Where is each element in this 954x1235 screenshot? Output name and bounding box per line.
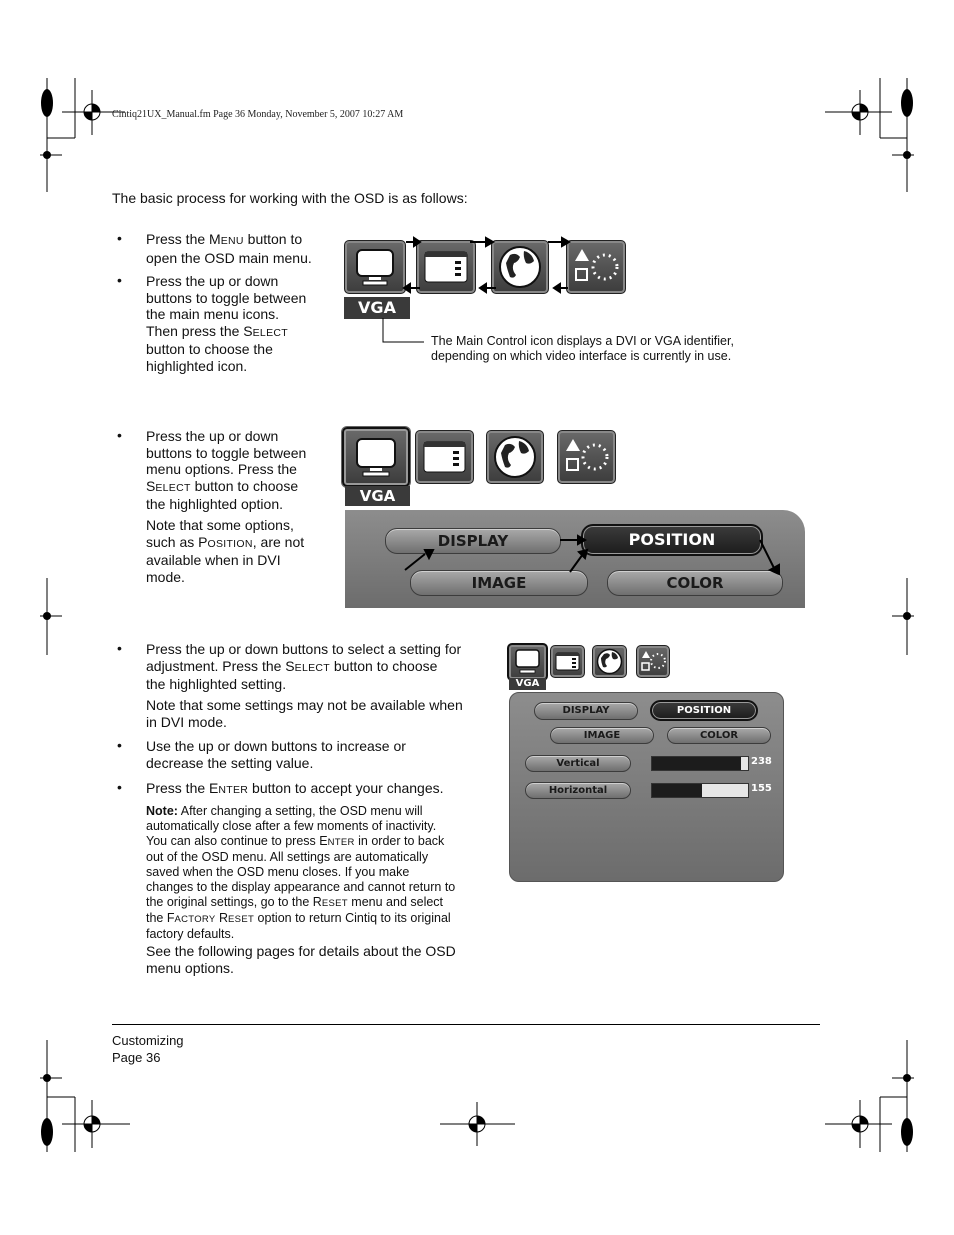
slider-fill [652,784,702,797]
bullet: • [117,640,122,656]
main-control-icon-selected [342,427,410,487]
icon-nav-arrows [400,236,575,296]
display-settings-icon [550,645,585,678]
menu-option-image[interactable]: IMAGE [550,727,654,744]
menu-option-color[interactable]: COLOR [667,727,771,744]
bullet: • [117,427,122,443]
position-settings-panel [509,692,784,882]
page-footer [112,1032,184,1066]
menu-option-color[interactable]: COLOR [607,570,783,596]
footer-section: Customizing [112,1033,184,1048]
menu-option-image[interactable]: IMAGE [410,570,588,596]
monitor-icon [345,241,405,293]
callout-line [380,318,430,348]
footer-rule [112,1024,820,1025]
note-position-dvi: Note that some options, such as POSITION, are not available when in DVI mode. [146,517,305,585]
monitor-icon [344,429,408,485]
vga-badge: VGA [509,678,546,690]
menu-option-position[interactable]: POSITION [581,524,763,556]
slider-fill [652,757,741,770]
setting-vertical-value: 238 [751,756,772,767]
bullet: • [117,230,122,246]
shapes-icon [567,241,625,293]
footer-page-number: Page 36 [112,1050,161,1065]
shapes-icon [558,431,615,483]
step-toggle-icons: Press the up or down buttons to toggle between the main menu icons. Then press the SELECT button to choose the highlighted icon. [146,273,307,374]
note-settings-dvi: Note that some settings may not be available when in DVI mode. [146,697,463,730]
setup-icon [557,430,616,484]
vga-badge: VGA [345,486,410,506]
step-accept-changes: Press the ENTER button to accept your changes. [146,780,444,796]
menu-option-display[interactable]: DISPLAY [385,528,561,554]
vga-badge: VGA [344,297,410,319]
print-header: Cintiq21UX_Manual.fm Page 36 Monday, November 5, 2007 10:27 AM [112,109,404,120]
language-icon [592,645,627,678]
bullet: • [117,272,122,288]
display-settings-icon [415,430,474,484]
setup-icon [566,240,626,294]
note-auto-close: Note: After changing a setting, the OSD menu will automatically close after a few moments of inactivity. You can also continue to press ENTER in order to back out of the OSD menu. All settings are automatically saved when the OSD menu closes. If you make changes to the display appearance and cannot return to the original settings, go to the RESET menu and select the FACTORY RESET option to return Cintiq to its original factory defaults. [146,804,456,941]
setting-vertical-label[interactable]: Vertical [525,755,631,772]
menu-nav-arrows [345,510,805,608]
step-toggle-options: Press the up or down buttons to toggle between menu options. Press the SELECT button to choose the highlighted option. [146,428,307,512]
setup-icon [636,645,670,678]
shapes-icon [637,646,669,677]
main-control-icon-selected [507,643,548,681]
menu-option-display[interactable]: DISPLAY [534,702,638,720]
monitor-icon [509,645,546,679]
language-icon [486,430,544,484]
setting-horizontal-label[interactable]: Horizontal [525,782,631,799]
setting-horizontal-value: 155 [751,783,772,794]
main-control-menu-panel [345,510,805,608]
intro-text: The basic process for working with the OSD is as follows: [112,190,468,206]
main-control-icon [344,240,406,294]
bullet: • [117,737,122,753]
setting-vertical-slider[interactable] [651,756,749,771]
menu-option-position[interactable]: POSITION [650,700,758,721]
see-following-pages: See the following pages for details about the OSD menu options. [146,943,456,976]
bullet: • [117,779,122,795]
globe-icon [593,646,626,677]
step-adjust-value: Use the up or down buttons to increase or decrease the setting value. [146,738,406,771]
window-icon [551,646,584,677]
step-open-menu: Press the MENU button to open the OSD main menu. [146,231,312,266]
setting-horizontal-slider[interactable] [651,783,749,798]
window-icon [416,431,473,483]
globe-icon [487,431,543,483]
vga-callout-caption: The Main Control icon displays a DVI or VGA identifier, depending on which video interface is currently in use. [431,334,734,363]
step-select-setting: Press the up or down buttons to select a setting for adjustment. Press the SELECT button to choose the highlighted setting. [146,641,462,692]
